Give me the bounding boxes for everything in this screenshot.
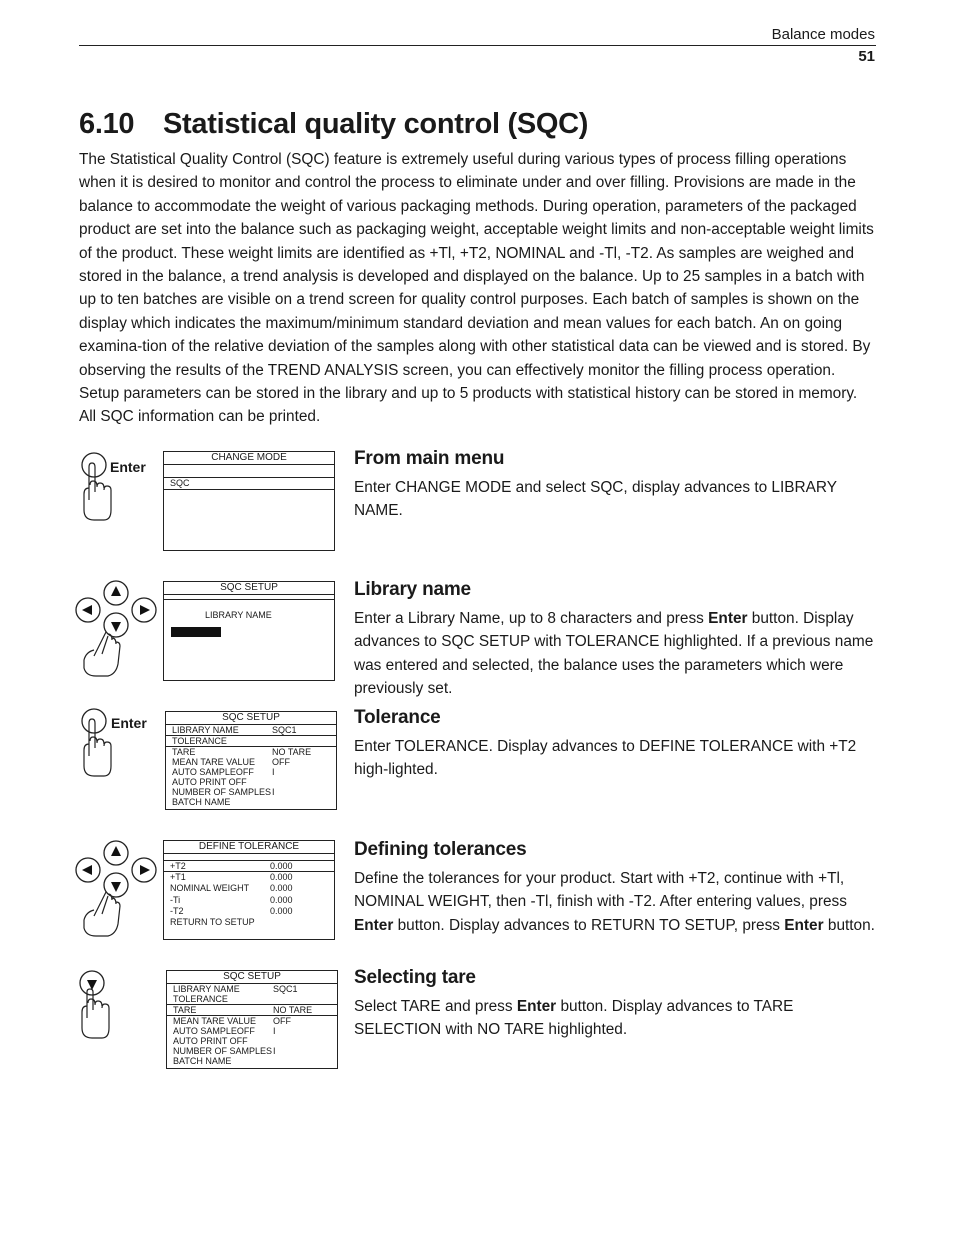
section-body: Enter TOLERANCE. Display advances to DEFINE TOLERANCE with +T2 high-lighted. [354,738,857,779]
arrow-keys-press-icon [72,580,160,678]
section-number: 6.10 [79,108,135,140]
section-heading: Selecting tare [354,967,476,988]
display-row-highlighted: TOLERANCE [166,735,336,747]
enter-key-label: Enter [110,459,146,475]
display-row-highlighted: +T2 0.000 [164,860,334,872]
display-define-tolerance [163,840,335,940]
display-row: RETURN TO SETUP [170,917,255,927]
section-body: Select TARE and press Enter button. Display advances to TARE SELECTION with NO TARE highlighted. [354,998,794,1039]
display-row: NUMBER OF SAMPLES I [172,787,275,797]
display-row: LIBRARY NAME SQC1 [173,984,298,994]
display-row: TOLERANCE [173,994,228,1004]
enter-key-press-icon [80,452,114,522]
section-body: Define the tolerances for your product. Start with +T2, continue with +Tl, NOMINAL WEIGHT, then -Tl, finish with -T2. After entering values, press Enter button. Display advances to RETURN TO SETUP, press Enter button. [354,870,875,934]
display-row: +T1 0.000 [170,872,293,882]
down-key-press-icon [78,970,112,1040]
display-header: SQC SETUP [167,971,337,984]
display-row-sqc: SQC [164,477,334,490]
display-row: MEAN TARE VALUE OFF [172,757,290,767]
display-row: AUTO PRINT OFF [172,777,247,787]
enter-key-press-icon [80,708,114,778]
display-row: AUTO SAMPLEOFF I [172,767,275,777]
header-rule [79,45,876,46]
display-header: CHANGE MODE [164,452,334,465]
display-row: BATCH NAME [173,1056,232,1066]
section-heading: Defining tolerances [354,839,527,860]
running-header-section: Balance modes [771,26,875,43]
section-from-main-menu [354,448,876,523]
display-library-name [163,581,335,681]
display-row: -T2 0.000 [170,906,293,916]
display-row-highlighted: TARE NO TARE [167,1004,337,1016]
display-row: BATCH NAME [172,797,231,807]
section-heading: Library name [354,579,471,600]
display-row: NOMINAL WEIGHT 0.000 [170,883,293,893]
display-row: -Ti 0.000 [170,895,293,905]
arrow-keys-press-icon [72,840,160,938]
intro-paragraph: The Statistical Quality Control (SQC) feature is extremely useful during various types of process filling operations when it is desired to monitor and control the process to eliminate under and over filling. Provisions are made in the balance to accommodate the weight of various packaging methods. During operation, parameters of the packaged product are set into the balance such as packaging weight, acceptable weight limits and non-acceptable weight limits of the product. These weight limits are identified as +Tl, +T2, NOMINAL and -Tl, -T2. As samples are weighed and stored in the balance, a trend analysis is developed and displayed on the balance. Up to 25 samples in a batch with up to ten batches are visible on a trend screen for quality control purposes. Each batch of samples is shown on the display which indicates the maximum/minimum standard deviation and mean values for each batch. An on going examina-tion of the relative deviation of the samples along with other statistical data can be viewed and is stored. By observing the results of the TREND ANALYSIS screen, you can effectively monitor the filling process operation. Setup parameters can be stored in the library and up to 5 products with statistical history can be stored in memory. All SQC information can be printed. [79,151,874,426]
display-row: AUTO SAMPLEOFF I [173,1026,276,1036]
display-change-mode [163,451,335,551]
display-row: NUMBER OF SAMPLES I [173,1046,276,1056]
enter-key-label: Enter [111,715,147,731]
display-sqc-setup-tolerance [165,711,337,810]
section-library-name [354,579,876,701]
section-selecting-tare [354,967,876,1042]
section-body: Enter a Library Name, up to 8 characters and press Enter button. Display advances to SQC SETUP with TOLERANCE highlighted. If a previous name was entered and selected, the balance uses the parameters which were previously set. [354,610,874,698]
section-defining-tolerances [354,839,878,937]
display-row: LIBRARY NAME SQC1 [172,725,297,735]
page-number: 51 [858,48,875,65]
display-cursor-block [171,627,221,637]
display-row: AUTO PRINT OFF [173,1036,248,1046]
section-tolerance [354,707,876,782]
section-title-text: Statistical quality control (SQC) [163,108,589,140]
display-header: SQC SETUP [166,712,336,725]
display-sqc-setup-tare [166,970,338,1069]
page-title [79,108,588,141]
display-row-library-name: LIBRARY NAME [205,610,272,620]
display-row: MEAN TARE VALUE OFF [173,1016,291,1026]
display-header: SQC SETUP [164,582,334,595]
section-heading: Tolerance [354,707,441,728]
display-row: TARE NO TARE [172,747,312,757]
section-heading: From main menu [354,448,505,469]
section-body: Enter CHANGE MODE and select SQC, display advances to LIBRARY NAME. [354,479,837,520]
display-header: DEFINE TOLERANCE [164,841,334,854]
